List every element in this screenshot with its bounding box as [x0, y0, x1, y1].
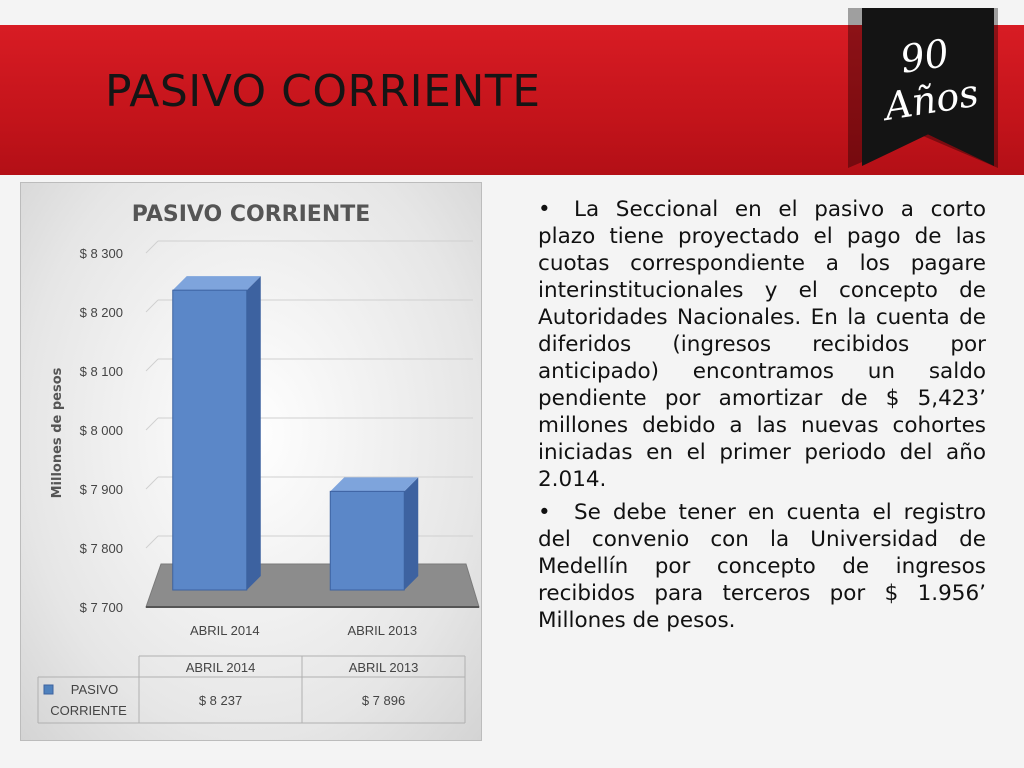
table-header: ABRIL 2014	[185, 660, 256, 675]
table-header: ABRIL 2013	[348, 660, 419, 675]
table-value: $ 8 237	[198, 693, 243, 708]
gridline-depth	[146, 477, 158, 489]
bar-side	[404, 477, 418, 590]
chart-panel	[20, 182, 482, 741]
bar-front	[330, 491, 404, 590]
bar-top	[173, 276, 261, 290]
bar-1	[173, 276, 261, 590]
x-tick-label: ABRIL 2014	[189, 623, 260, 638]
gridline-depth	[146, 536, 158, 548]
bullet-text-panel	[538, 196, 986, 640]
bar-top	[330, 477, 418, 491]
chart-title: PASIVO CORRIENTE	[131, 202, 371, 227]
y-tick-label: $ 7 700	[79, 600, 123, 615]
x-tick-label: ABRIL 2013	[347, 623, 418, 638]
y-tick-label: $ 7 800	[79, 541, 123, 556]
bullet-text: Se debe tener en cuenta el registro del convenio con la Universidad de Medellín por concepto de ingresos recibidos para terceros por $ 1.956’ Millones de pesos.	[538, 500, 986, 633]
slide-title: PASIVO CORRIENTE	[105, 66, 541, 117]
y-tick-label: $ 7 900	[79, 482, 123, 497]
bar-chart	[21, 183, 481, 740]
legend-swatch	[44, 685, 53, 694]
y-tick-label: $ 8 200	[79, 305, 123, 320]
gridline-depth	[146, 300, 158, 312]
legend-label: CORRIENTE	[50, 703, 127, 718]
bar-2	[330, 477, 418, 590]
gridline-depth	[146, 418, 158, 430]
bar-side	[247, 276, 261, 590]
bar-front	[173, 290, 247, 590]
bullet-dot: •	[538, 197, 551, 222]
gridline-depth	[146, 241, 158, 253]
bullet-dot: •	[538, 500, 551, 525]
bullet-item	[538, 196, 986, 493]
anniversary-badge-text: 90 Años	[881, 30, 982, 129]
bullet-text: La Seccional en el pasivo a corto plazo tiene proyectado el pago de las cuotas correspondiente a los pagare interinstitucionales y el concepto de Autoridades Nacionales. En la cuenta de diferidos (ingresos recibidos por anticipado) encontramos un saldo pendiente por amortizar de $ 5,423’ millones debido a las nuevas cohortes iniciadas en el primer periodo del año 2.014.	[538, 197, 986, 492]
bullet-item	[538, 499, 986, 634]
gridline-depth	[146, 359, 158, 371]
legend-label: PASIVO	[70, 682, 119, 697]
y-tick-label: $ 8 000	[79, 423, 123, 438]
y-axis-label: Millones de pesos	[50, 367, 65, 499]
y-tick-label: $ 8 100	[79, 364, 123, 379]
y-tick-label: $ 8 300	[79, 246, 123, 261]
table-value: $ 7 896	[361, 693, 406, 708]
